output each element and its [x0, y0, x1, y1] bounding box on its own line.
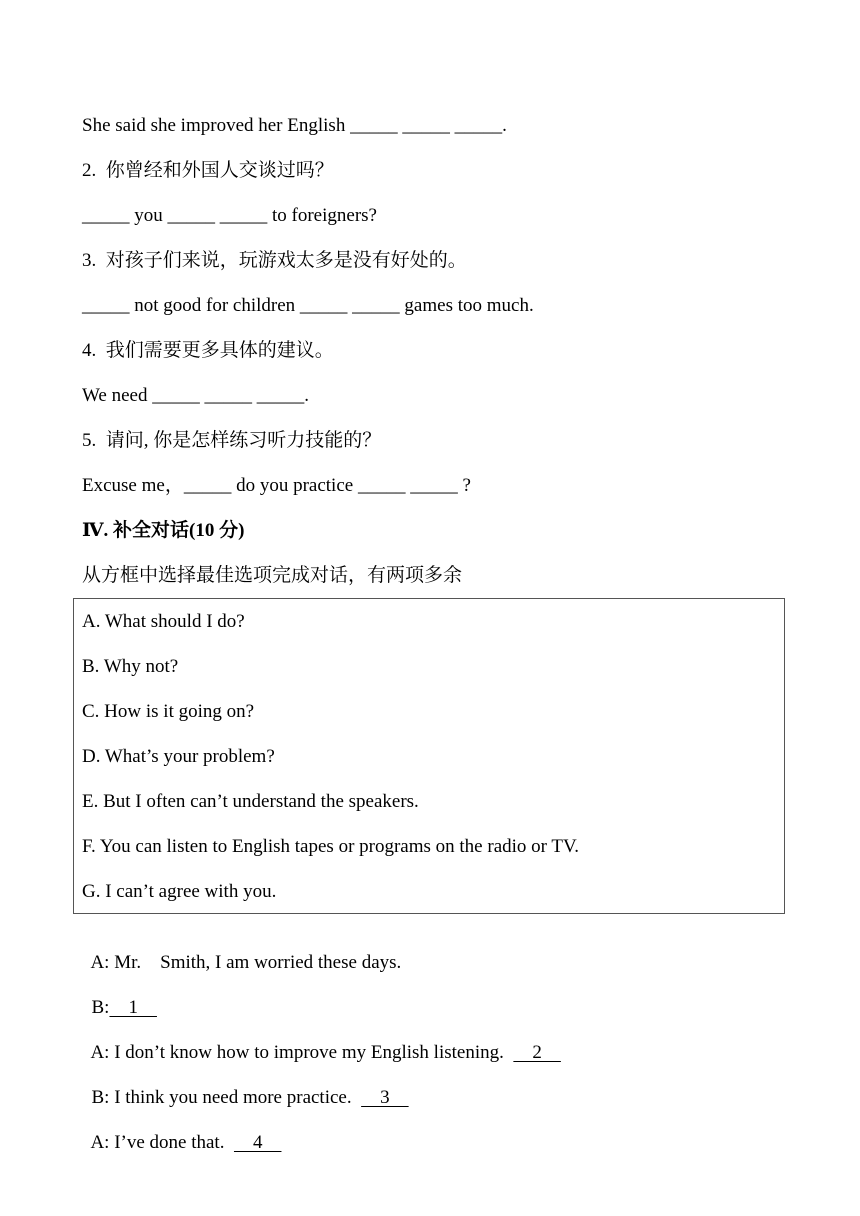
- dialogue-text: A: I don’t know how to improve my English listening.: [90, 1042, 514, 1063]
- sentence-5-answer: Excuse me，_____ do you practice _____ _____ ?: [82, 475, 471, 496]
- option-e: E. But I often can’t understand the speakers.: [82, 791, 419, 812]
- dialogue-line-3: [82, 1017, 561, 1065]
- sentence-4-prompt: 4. 我们需要更多具体的建议。: [82, 340, 334, 361]
- sentence-2-answer: _____ you _____ _____ to foreigners?: [82, 205, 377, 226]
- answer-blank-1: 1: [109, 997, 157, 1018]
- option-c: C. How is it going on?: [82, 701, 255, 722]
- dialogue-line-1: [82, 927, 401, 975]
- answer-blank-4: 4: [233, 1132, 282, 1153]
- dialogue-text: A: Mr. Smith, I am worried these days.: [90, 952, 402, 973]
- option-b: B. Why not?: [82, 656, 179, 677]
- option-g: G. I can’t agree with you.: [82, 881, 277, 902]
- option-a: A. What should I do?: [82, 611, 245, 632]
- answer-blank-2: 2: [513, 1042, 561, 1063]
- sentence-3-answer: _____ not good for children _____ _____ games too much.: [82, 295, 534, 316]
- section-4-title: Ⅳ. 补全对话(10 分): [82, 520, 245, 541]
- sentence-5-prompt: 5. 请问, 你是怎样练习听力技能的？: [82, 430, 382, 451]
- dialogue-text: B:: [91, 997, 110, 1018]
- option-f: F. You can listen to English tapes or programs on the radio or TV.: [82, 836, 580, 857]
- section-4-instruction: 从方框中选择最佳选项完成对话，有两项多余: [82, 565, 463, 586]
- dialogue-line-5: [82, 1107, 281, 1155]
- answer-blank-3: 3: [361, 1087, 409, 1108]
- sentence-2-prompt: 2. 你曾经和外国人交谈过吗？: [82, 160, 334, 181]
- option-d: D. What’s your problem?: [82, 746, 275, 767]
- sentence-3-prompt: 3. 对孩子们来说，玩游戏太多是没有好处的。: [82, 250, 467, 271]
- dialogue-text: A: I’ve done that.: [90, 1132, 234, 1153]
- sentence-4-answer: We need _____ _____ _____.: [82, 385, 309, 406]
- dialogue-text: B: I think you need more practice.: [91, 1087, 362, 1108]
- dialogue-line-4: [82, 1062, 409, 1110]
- sentence-line-1-answer: She said she improved her English _____ _____ _____.: [82, 115, 507, 136]
- options-box: [73, 598, 785, 914]
- dialogue-line-2: [82, 972, 157, 1020]
